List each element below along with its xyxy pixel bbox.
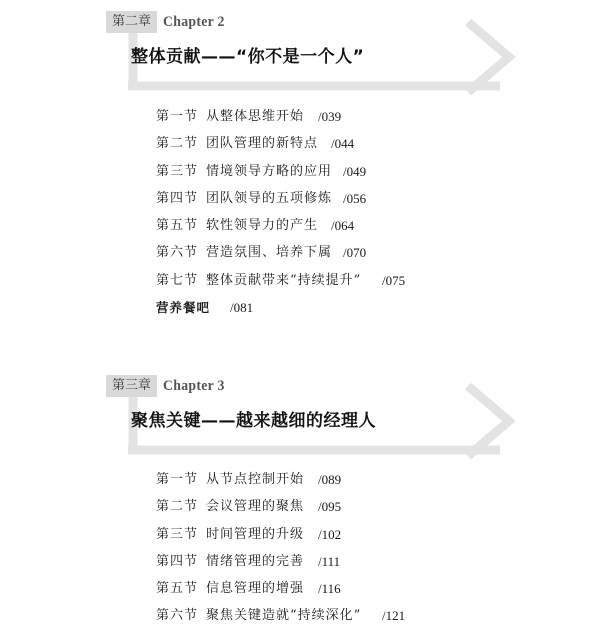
section-title: 团队管理的新特点 [206,136,319,152]
section-title: 营造氛围、培养下属 [206,245,333,261]
section-title: 情境领导方略的应用 [206,163,333,179]
section-number: 第七节 [156,272,199,288]
section-title: 信息管理的增强 [206,581,305,597]
section-title: 从整体思维开始 [206,109,305,124]
toc-item[interactable] [156,239,367,266]
toc-item[interactable] [156,521,361,548]
toc-item[interactable] [156,130,361,157]
section-page: /121 [382,608,406,624]
section-page: /064 [331,218,355,234]
section-page: /102 [318,526,342,542]
section-title: 聚焦关键造就“持续深化” [206,608,362,624]
chapter-label [106,11,230,33]
toc-item[interactable] [156,267,406,294]
section-number: 第三节 [156,526,199,542]
section-page: /039 [318,109,342,124]
section-page: /044 [331,136,355,152]
section-number: 第六节 [156,245,199,261]
section-number: 第五节 [156,581,199,597]
section-title: 整体贡献带来“持续提升” [206,272,362,288]
section-number: 第二节 [156,499,199,515]
section-title: 会议管理的聚焦 [206,499,305,515]
section-number: 第一节 [156,472,199,487]
toc-item[interactable] [156,602,406,629]
chapter-number-en: Chapter 3 [163,377,225,394]
section-number: 第六节 [156,608,199,624]
toc-item[interactable] [156,185,367,212]
extra-page: /081 [230,300,254,316]
toc-item[interactable] [156,575,361,602]
section-title: 软性领导力的产生 [206,218,319,234]
toc-list [156,103,406,321]
section-page: /056 [343,190,367,206]
toc-item[interactable] [156,212,361,239]
toc-item[interactable] [156,493,361,520]
chapter-3-block [0,364,600,632]
section-number: 第四节 [156,553,199,569]
section-number: 第五节 [156,218,199,234]
section-title: 时间管理的升级 [206,526,305,542]
section-number: 第三节 [156,163,199,179]
toc-item[interactable] [156,158,367,185]
section-page: /075 [382,272,406,288]
section-page: /089 [318,472,342,487]
section-title: 从节点控制开始 [206,472,305,487]
chapter-number-en: Chapter 2 [163,13,225,30]
chapter-number-cn: 第二章 [106,11,157,33]
chapter-title: 整体贡献——“你不是一个人” [131,47,365,67]
toc-item[interactable] [156,103,361,130]
section-page: /095 [318,499,342,515]
toc-item[interactable] [156,548,361,575]
toc-extra-item[interactable] [156,294,361,321]
toc-item[interactable] [156,466,361,493]
section-page: /049 [343,163,367,179]
section-page: /070 [343,245,367,261]
section-number: 第四节 [156,190,199,206]
section-number: 第一节 [156,109,199,124]
chapter-number-cn: 第三章 [106,375,157,397]
section-number: 第二节 [156,136,199,152]
section-page: /111 [318,553,341,569]
section-title: 情绪管理的完善 [206,553,305,569]
toc-list [156,466,406,630]
chapter-label [106,375,230,397]
section-title: 团队领导的五项修炼 [206,190,333,206]
chapter-title: 聚焦关键——越来越细的经理人 [131,411,376,431]
extra-title: 营养餐吧 [156,300,211,316]
section-page: /116 [318,581,341,597]
